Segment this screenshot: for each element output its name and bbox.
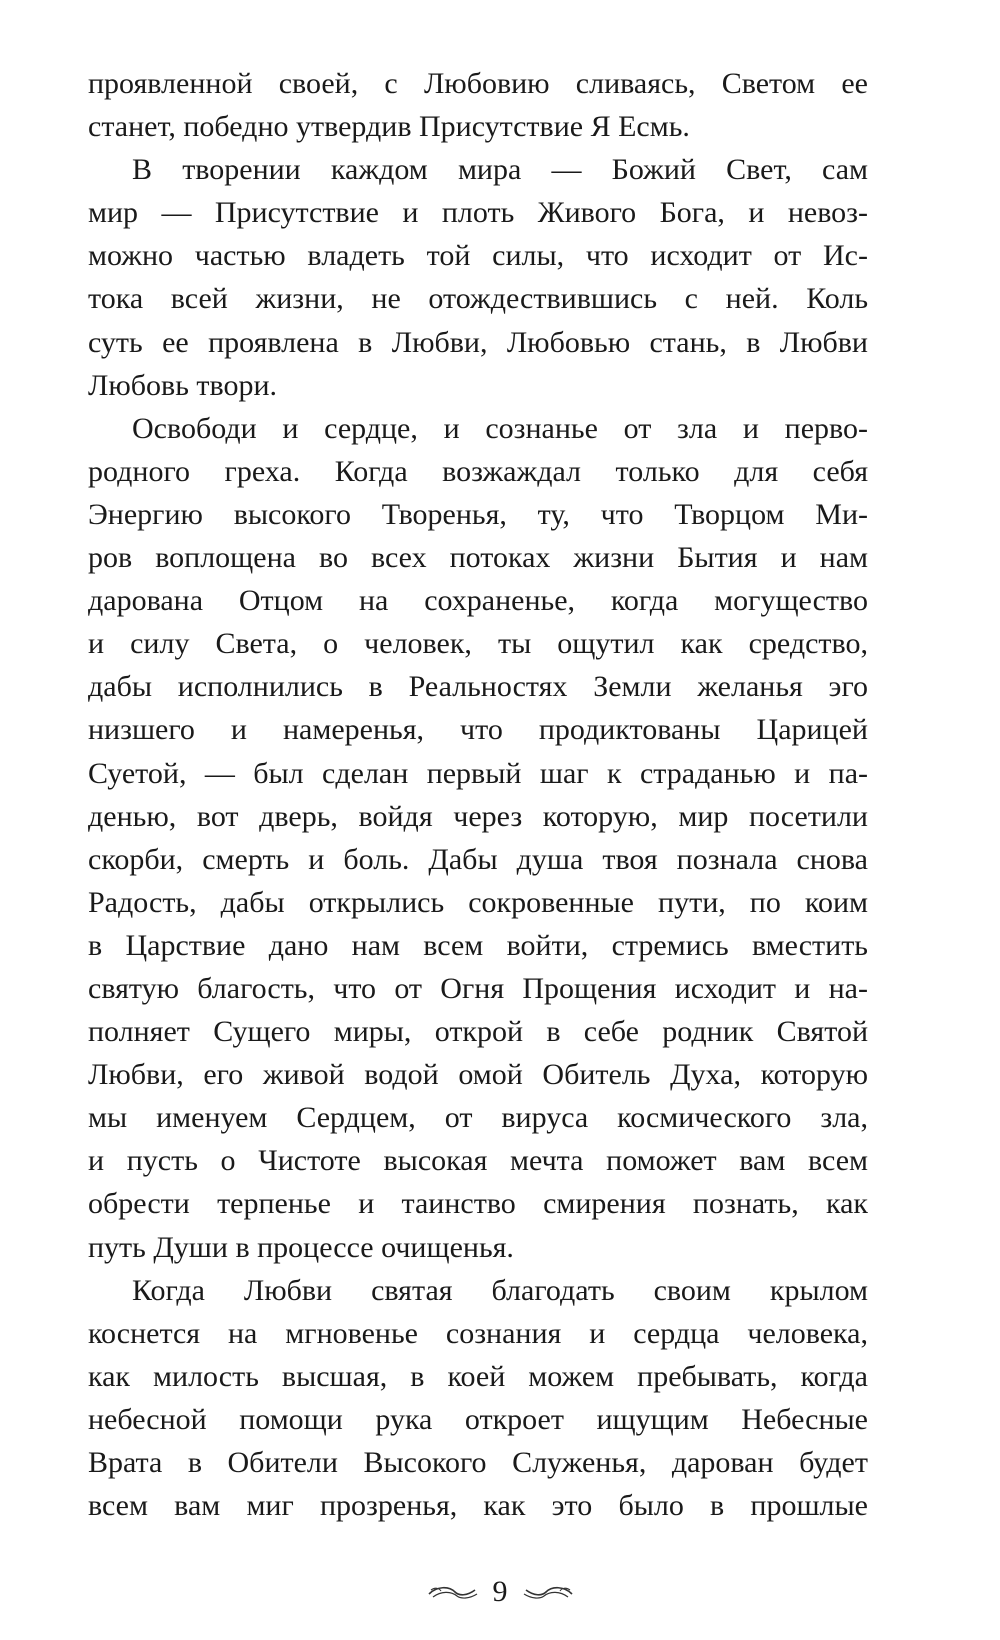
page-number: 9 xyxy=(492,1575,508,1608)
text-line: Радость, дабы открылись сокровенные пути, по коим xyxy=(88,885,868,919)
text-line: святую благость, что от Огня Прощения исходит и на- xyxy=(88,971,868,1005)
text-line: Освободи и сердце, и сознанье от зла и перво- xyxy=(132,411,868,445)
text-line: и пусть о Чистоте высокая мечта поможет вам всем xyxy=(88,1144,868,1178)
text-line: проявленной своей, с Любовию сливаясь, Светом ее xyxy=(88,67,868,100)
text-line: Любовь твори. xyxy=(88,368,277,402)
text-line: Энергию высокого Творенья, ту, что Творцом Ми- xyxy=(88,497,868,531)
text-line: всем вам миг прозренья, как это было в прошлые xyxy=(88,1489,868,1523)
text-line: мы именуем Сердцем, от вируса космического зла, xyxy=(88,1101,868,1135)
page-footer xyxy=(0,1572,1000,1612)
text-line: Когда Любви святая благодать своим крылом xyxy=(132,1273,868,1307)
text-line: обрести терпенье и таинство смирения познать, как xyxy=(88,1187,868,1221)
text-line: и силу Света, о человек, ты ощутил как средство, xyxy=(88,627,868,661)
body-text xyxy=(88,62,868,1527)
text-line: суть ее проявлена в Любви, Любовью стань, в Любви xyxy=(88,325,868,359)
text-line: коснется на мгновенье сознания и сердца человека, xyxy=(88,1316,868,1350)
text-line: родного греха. Когда возжаждал только для себя xyxy=(88,454,868,488)
left-flourish-icon xyxy=(427,1582,479,1602)
text-line: станет, победно утвердив Присутствие Я Есмь. xyxy=(88,110,690,144)
text-line: денью, вот дверь, войдя через которую, мир посетили xyxy=(88,799,868,833)
text-line: Врата в Обители Высокого Служенья, дарован будет xyxy=(88,1446,868,1479)
text-line: В творении каждом мира — Божий Свет, сам xyxy=(132,153,868,187)
text-line: низшего и намеренья, что продиктованы Царицей xyxy=(88,713,868,747)
text-line: Любви, его живой водой омой Обитель Духа, которую xyxy=(88,1058,868,1092)
text-line: дабы исполнились в Реальностях Земли желанья эго xyxy=(88,670,868,704)
text-line: можно частью владеть той силы, что исходит от Ис- xyxy=(88,239,868,273)
text-line: в Царствие дано нам всем войти, стремись вместить xyxy=(88,928,868,962)
text-line: полняет Сущего миры, открой в себе родник Святой xyxy=(88,1015,868,1049)
text-line: ров воплощена во всех потоках жизни Бытия и нам xyxy=(88,541,868,575)
text-line: как милость высшая, в коей можем пребывать, когда xyxy=(88,1359,868,1393)
text-line: мир — Присутствие и плоть Живого Бога, и невоз- xyxy=(88,196,868,230)
right-flourish-icon xyxy=(522,1582,574,1602)
text-line: путь Души в процессе очищенья. xyxy=(88,1230,514,1264)
text-line: скорби, смерть и боль. Дабы душа твоя познала снова xyxy=(88,842,868,876)
text-line: дарована Отцом на сохраненье, когда могущество xyxy=(88,584,868,618)
text-line: тока всей жизни, не отождествившись с ней. Коль xyxy=(88,282,868,316)
text-line: небесной помощи рука откроет ищущим Небесные xyxy=(88,1402,868,1436)
text-line: Суетой, — был сделан первый шаг к страданью и па- xyxy=(88,756,868,790)
